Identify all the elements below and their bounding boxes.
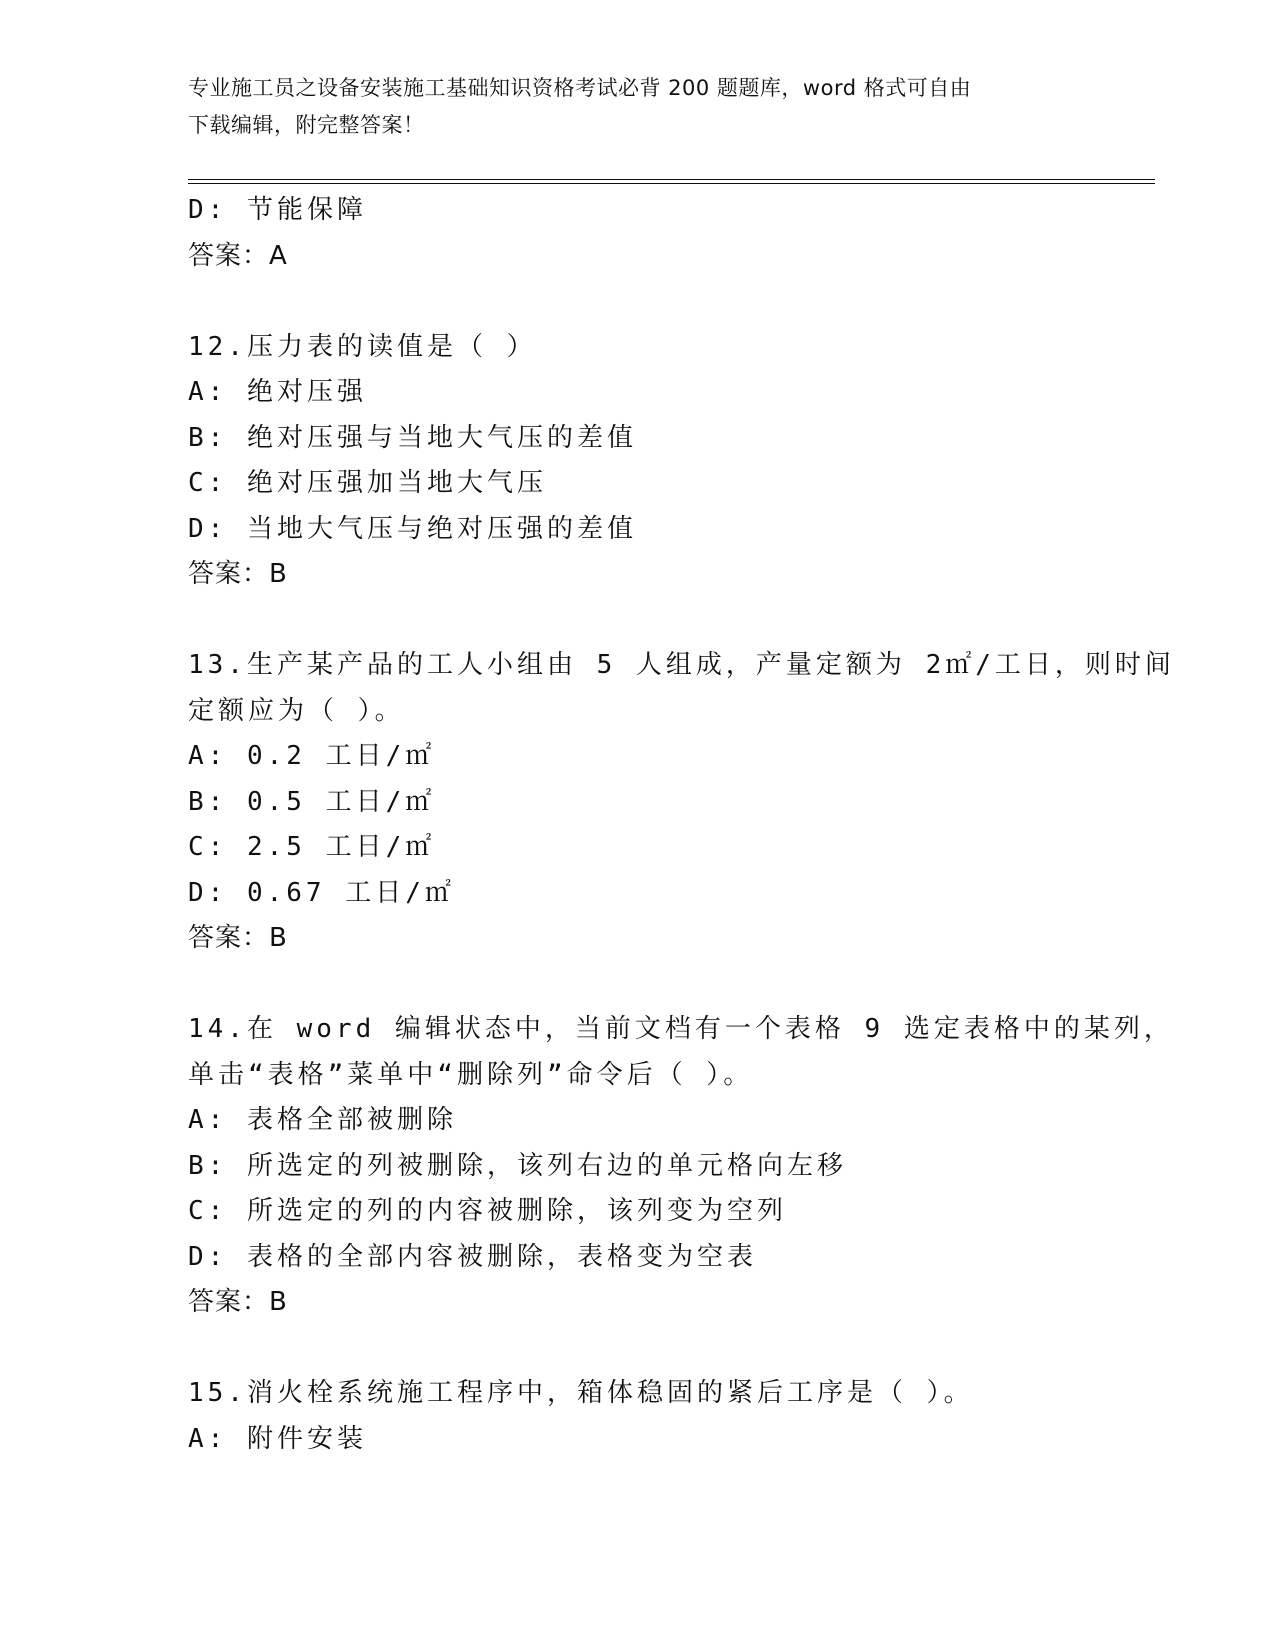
header-rule-top bbox=[188, 179, 1155, 180]
answer-label: 答案：B bbox=[188, 1287, 288, 1317]
answer-label: 答案：A bbox=[188, 240, 288, 271]
option-d: D: 表格的全部内容被删除，表格变为空表 bbox=[188, 1241, 757, 1272]
option-b: B: 0.5 工日/㎡ bbox=[188, 786, 436, 817]
option-b: B: 所选定的列被删除，该列右边的单元格向左移 bbox=[188, 1150, 847, 1181]
option-b: B: 绝对压强与当地大气压的差值 bbox=[188, 422, 637, 453]
header-line-2: 下载编辑，附完整答案！ bbox=[188, 113, 425, 137]
question-block-11 bbox=[188, 188, 1148, 279]
spacer bbox=[188, 279, 1148, 325]
question-block-15 bbox=[188, 1371, 1148, 1462]
question-block-14 bbox=[188, 1007, 1174, 1326]
question-text: 12.压力表的读值是（ ） bbox=[188, 331, 537, 362]
option-d: D: 0.67 工日/㎡ bbox=[188, 877, 455, 908]
option-a: A: 0.2 工日/㎡ bbox=[188, 741, 436, 771]
option-a: A: 表格全部被删除 bbox=[188, 1105, 457, 1135]
spacer bbox=[188, 1326, 1148, 1372]
option-a: A: 附件安装 bbox=[188, 1423, 367, 1454]
option-c: C: 所选定的列的内容被删除，该列变为空列 bbox=[188, 1196, 787, 1226]
option-c: C: 绝对压强加当地大气压 bbox=[188, 468, 547, 498]
question-text: 15.消火栓系统施工程序中，箱体稳固的紧后工序是（ ）。 bbox=[188, 1378, 974, 1408]
question-text-line-1: 13.生产某产品的工人小组由 5 人组成，产量定额为 2㎡/工日，则时间 bbox=[188, 650, 1175, 680]
answer-label: 答案：B bbox=[188, 559, 288, 589]
document-header bbox=[188, 70, 1088, 144]
option-a: A: 绝对压强 bbox=[188, 377, 367, 407]
question-block-13 bbox=[188, 643, 1175, 962]
header-rule-bottom bbox=[188, 183, 1155, 184]
spacer bbox=[188, 962, 1148, 1008]
option-c: C: 2.5 工日/㎡ bbox=[188, 832, 436, 862]
option-d: D: 当地大气压与绝对压强的差值 bbox=[188, 513, 637, 544]
spacer bbox=[188, 598, 1148, 644]
question-block-12 bbox=[188, 325, 1148, 598]
question-text-line-1: 14.在 word 编辑状态中，当前文档有一个表格 9 选定表格中的某列， bbox=[188, 1014, 1174, 1044]
question-text-line-2: 单击“表格”菜单中“删除列”命令后（ ）。 bbox=[188, 1059, 754, 1090]
option-d: D: 节能保障 bbox=[188, 195, 367, 225]
answer-label: 答案：B bbox=[188, 923, 288, 953]
header-line-1: 专业施工员之设备安装施工基础知识资格考试必背 200 题题库，word 格式可自由 bbox=[188, 76, 972, 100]
question-list bbox=[188, 188, 1175, 1462]
question-text-line-2: 定额应为（ ）。 bbox=[188, 695, 405, 726]
